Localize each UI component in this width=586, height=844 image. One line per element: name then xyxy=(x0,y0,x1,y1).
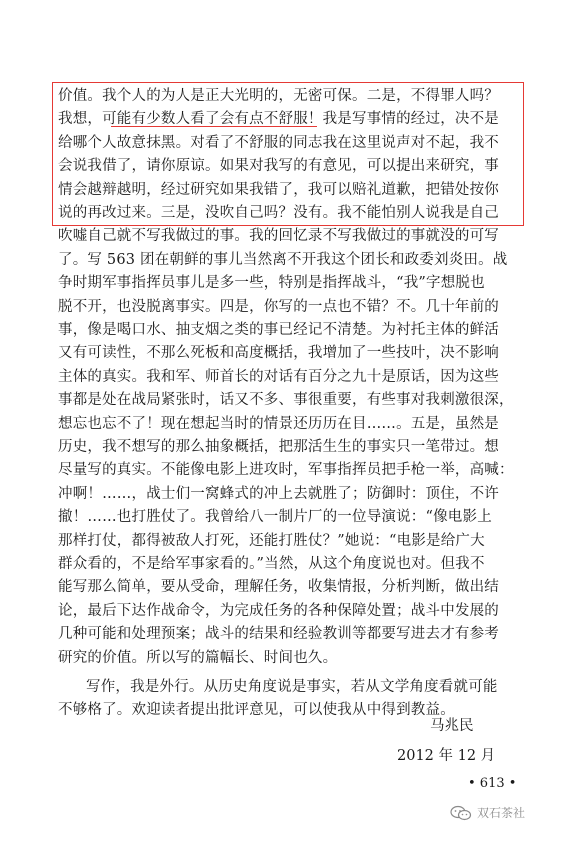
text-line: 群众看的，不是给军事家看的。”当然，从这个角度说也对。但我不 xyxy=(58,556,485,572)
text-line: 能写那么简单，要从受命，理解任务，收集情报，分析判断，做出结 xyxy=(58,579,499,596)
text-line: 论，最后下达作战命令，为完成任务的各种保障处置；战斗中发展的 xyxy=(58,602,499,619)
text-line: 事，像是喝口水、抽支烟之类的事已经记不清楚。为衬托主体的鲜活 xyxy=(58,322,499,338)
signature-name: 马兆民 xyxy=(430,718,474,734)
closing-line: 写作，我是外行。从历史角度说是事实，若从文学角度看就可能 xyxy=(86,679,498,695)
text-line: 我想，可能有少数人看了会有点不舒服！我是写事情的经过，决不是 xyxy=(58,111,499,128)
text-line: 争时期军事指挥员事儿是多一些，特别是指挥战斗，“我”字想脱也 xyxy=(58,275,485,292)
page-number: • 613 • xyxy=(468,776,517,791)
text-line: 价值。我个人的为人是正大光明的，无密可保。二是，不得罪人吗？ xyxy=(58,88,499,104)
text-line: 尽量写的真实。不能像电影上进攻时，军事指挥员把手枪一举，高喊： xyxy=(58,462,514,479)
text-line: 给哪个人故意抹黑。对看了不舒服的同志我在这里说声对不起，我不 xyxy=(58,134,499,151)
text-line: 想忘也忘不了！现在想起当时的情景还历历在目……。五是，虽然是 xyxy=(58,415,499,432)
text-line: 又有可读性，不那么死板和高度概括，我增加了一些技叶，决不影响 xyxy=(58,345,499,362)
text-line: 事都是处在战局紧张时，话又不多、事很重要，有些事对我刺激很深， xyxy=(58,392,514,409)
signature-date: 2012 年 12 月 xyxy=(397,748,496,764)
text-line: 说的再改过来。三是，没吹自己吗？没有。我不能怕别人说我是自己 xyxy=(58,205,499,221)
closing-line: 不够格了。欢迎读者提出批评意见，可以使我从中得到教益。 xyxy=(58,702,455,719)
text-line: 几种可能和处理预案；战斗的结果和经验教训等都要写进去才有参考 xyxy=(58,626,499,643)
watermark-text: 双石茶社 xyxy=(477,806,526,820)
text-line: 研究的价值。所以写的篇幅长、时间也久。 xyxy=(58,649,338,666)
text-line: 脱不开，也没脱离事实。四是，你写的一点也不错？不。几十年前的 xyxy=(58,298,499,315)
text-line: 吹嘘自己就不写我做过的事。我的回忆录不写我做过的事就没的可写 xyxy=(58,228,499,245)
text-line: 主体的真实。我和军、师首长的对话有百分之九十是原话，因为这些 xyxy=(58,368,499,385)
watermark xyxy=(450,804,525,821)
text-line: 历史，我不想写的那么抽象概括，把那活生生的事实只一笔带过。想 xyxy=(58,439,499,455)
text-line: 会说我借了，请你原谅。如果对我写的有意见，可以提出来研究，事 xyxy=(58,158,499,175)
text-line: 冲啊！……，战士们一窝蜂式的冲上去就胜了；防御时：顶住，不许 xyxy=(58,485,499,502)
text-line: 情会越辩越明，经过研究如果我错了，我可以赔礼道歉，把错处按你 xyxy=(58,181,499,198)
text-line: 那样打仗，都得被敌人打死，还能打胜仗？”她说：“电影是给广大 xyxy=(58,532,485,549)
wechat-icon xyxy=(450,805,472,821)
text-line: 了。写 563 团在朝鲜的事儿当然离不开我这个团长和政委刘炎田。战 xyxy=(58,251,508,268)
text-line: 撤！……也打胜仗了。我曾给八一制片厂的一位导演说：“像电影上 xyxy=(58,509,492,526)
